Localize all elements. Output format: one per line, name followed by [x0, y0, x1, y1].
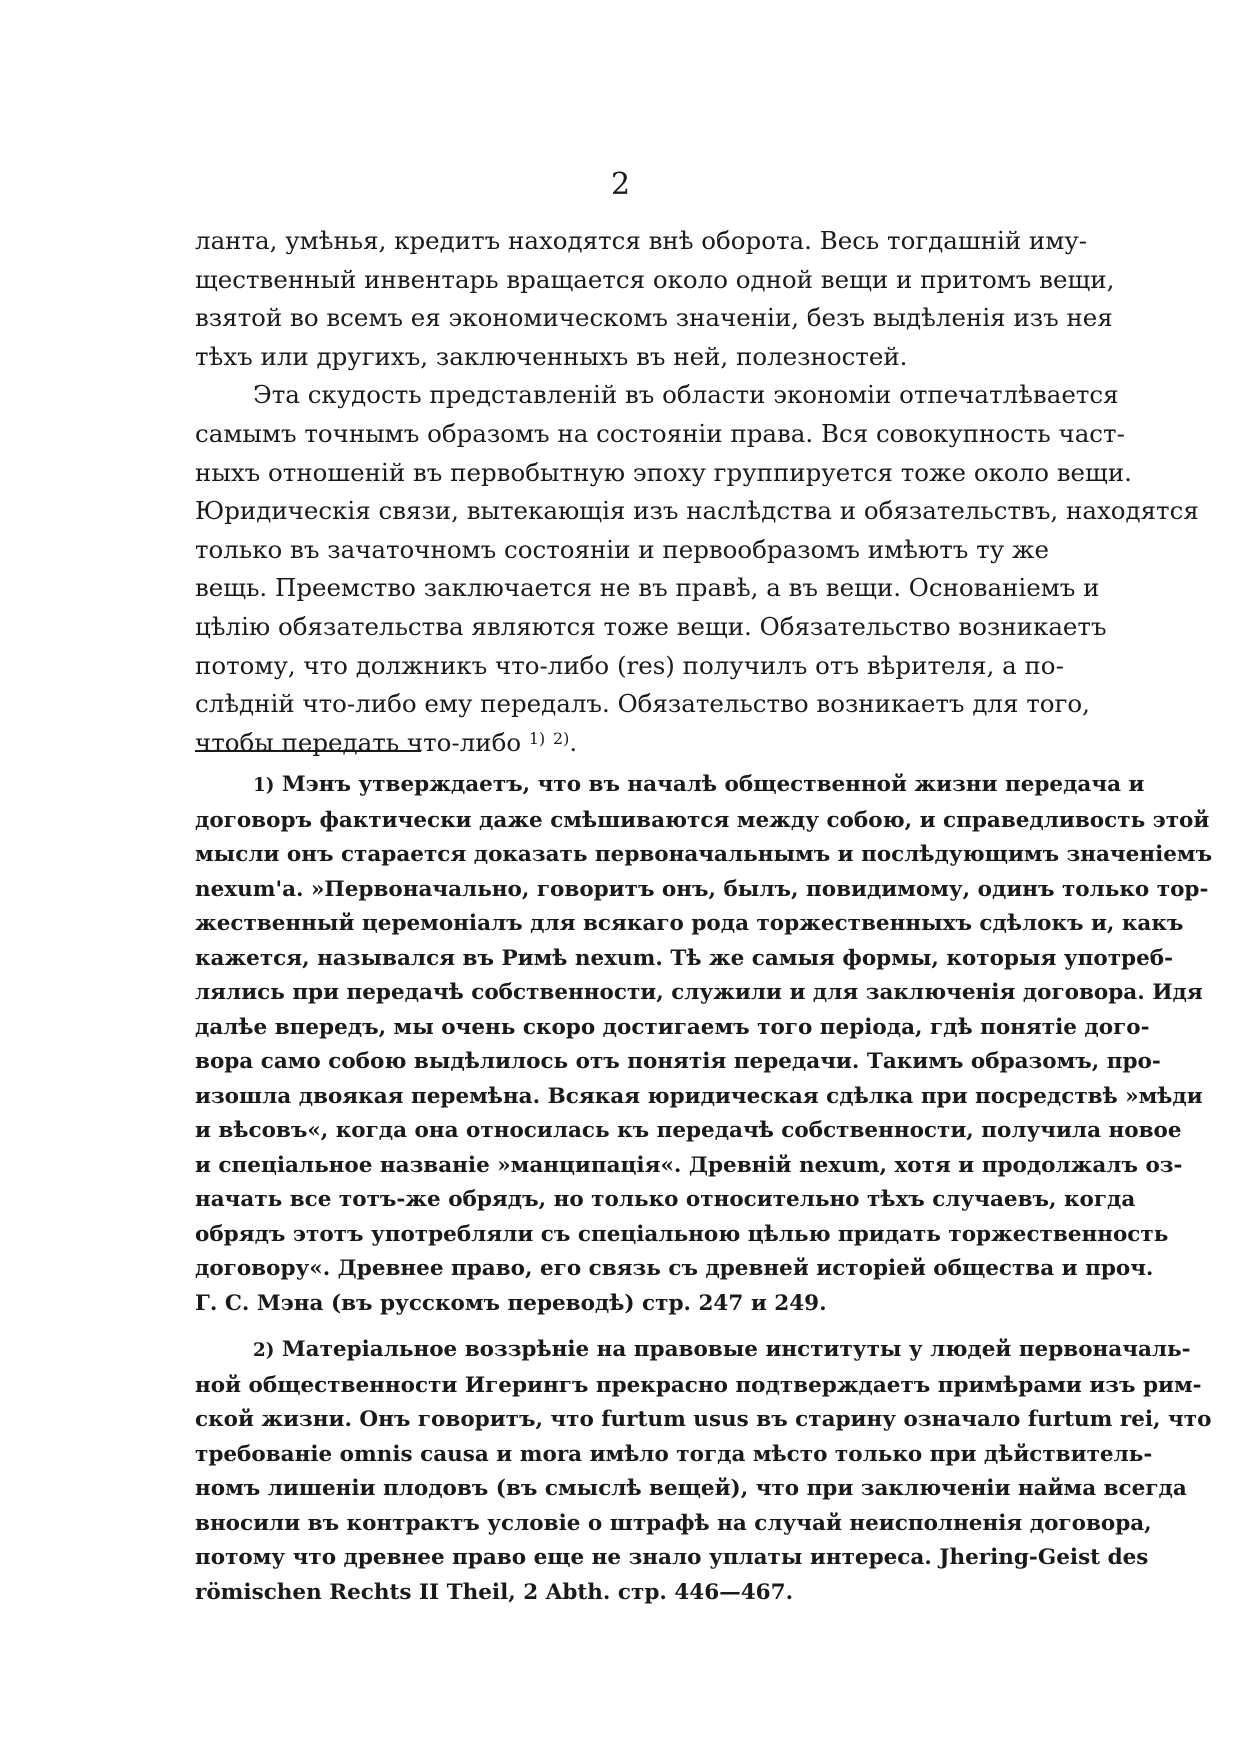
footnote-separator: [195, 750, 421, 752]
text-line: слѣдній что-либо ему передалъ. Обязательство возникаетъ для того,: [195, 689, 1090, 719]
text-line: вещь. Преемство заключается не въ правѣ, а въ вещи. Основаніемъ и: [195, 573, 1100, 603]
footnote-ref-1[interactable]: 1): [528, 728, 546, 748]
text-line: только въ зачаточномъ состояніи и первообразомъ имѣютъ ту же: [195, 534, 1049, 564]
text-line: взятой во всемъ ея экономическомъ значеніи, безъ выдѣленія изъ нея: [195, 303, 1113, 333]
main-text: [195, 222, 1199, 762]
page-number: 2: [610, 167, 631, 202]
footnote-line: обрядъ этотъ употребляли съ спеціальною цѣлью придать торжественность: [195, 1221, 1169, 1247]
footnote-line: мысли онъ старается доказать первоначальнымъ и послѣдующимъ значеніемъ: [195, 842, 1213, 867]
footnote-line: Г. С. Мэна (въ русскомъ переводѣ) стр. 247 и 249.: [195, 1290, 827, 1316]
footnote-marker: 1): [253, 775, 275, 796]
text-line: потому, что должникъ что-либо (res) получилъ отъ вѣрителя, а по-: [195, 650, 1064, 680]
footnote-line: лялись при передачѣ собственности, служили и для заключенія договора. Идя: [195, 980, 1203, 1005]
footnote-line: [195, 768, 1145, 804]
footnote-line: далѣе впередъ, мы очень скоро достигаемъ того періода, гдѣ понятіе дого-: [195, 1014, 1150, 1040]
footnote-line: и вѣсовъ«, когда она относилась къ передачѣ собственности, получила новое: [195, 1118, 1182, 1143]
paragraph-2: [195, 376, 1199, 762]
text-fragment: .: [569, 727, 578, 757]
footnote-marker: 2): [253, 1340, 275, 1361]
footnotes: [195, 768, 1213, 1610]
footnote-line: номъ лишеніи плодовъ (въ смыслѣ вещей), что при заключеніи найма всегда: [195, 1476, 1187, 1501]
footnote-line: вносили въ контрактъ условіе о штрафѣ на случай неисполненія договора,: [195, 1510, 1152, 1536]
text-line: ныхъ отношеній въ первобытную эпоху группируется тоже около вещи.: [195, 457, 1132, 487]
footnote-line: потому что древнее право еще не знало уплаты интереса. Jhering-Geist des: [195, 1545, 1149, 1570]
footnote-gap: [195, 1321, 1045, 1333]
footnote-line: nexum'а. »Первоначально, говоритъ онъ, былъ, повидимому, одинъ только тор-: [195, 876, 1209, 902]
footnote-line: ной общественности Игерингъ прекрасно подтверждаетъ примѣрами изъ рим-: [195, 1372, 1202, 1398]
footnote-text: Матеріальное воззрѣніе на правовые институты у людей первоначаль-: [281, 1337, 1191, 1362]
text-line: Эта скудость представленій въ области экономіи отпечатлѣвается: [253, 380, 1119, 410]
footnote-line: договоръ фактически даже смѣшиваются между собою, и справедливость этой: [195, 807, 1210, 833]
footnote-line: [195, 1333, 1191, 1369]
text-line-last: [195, 724, 1045, 763]
footnote-line: кажется, назывался въ Римѣ nexum. Тѣ же самыя формы, которыя употреб-: [195, 945, 1174, 971]
paragraph-1: [195, 222, 1115, 376]
text-line: цѣлію обязательства являются тоже вещи. Обязательство возникаетъ: [195, 611, 1107, 641]
footnote-line: и спеціальное названіе »манципація«. Древній nexum, хотя и продолжалъ оз-: [195, 1152, 1183, 1178]
footnote-text: Мэнъ утверждаетъ, что въ началѣ общественной жизни передача и: [281, 772, 1145, 797]
text-line: ланта, умѣнья, кредитъ находятся внѣ оборота. Весь тогдашній иму-: [195, 226, 1088, 255]
text-line: самымъ точнымъ образомъ на состояніи права. Вся совокупность част-: [195, 418, 1125, 448]
footnote-line: начать все тотъ-же обрядъ, но только относительно тѣхъ случаевъ, когда: [195, 1187, 1136, 1212]
footnote-1: [195, 768, 1213, 1321]
text-line: Юридическія связи, вытекающія изъ наслѣдства и обязательствъ, находятся: [195, 496, 1199, 526]
footnote-2: [195, 1333, 1212, 1610]
footnote-line: ской жизни. Онъ говоритъ, что furtum usus въ старину означало furtum rei, что: [195, 1407, 1212, 1432]
footnote-ref-2[interactable]: 2): [553, 728, 570, 748]
text-fragment: чтобы передать что-либо: [195, 727, 522, 757]
footnote-line: изошла двоякая перемѣна. Всякая юридическая сдѣлка при посредствѣ »мѣди: [195, 1083, 1203, 1109]
footnote-line: договору«. Древнее право, его связь съ древней исторіей общества и проч.: [195, 1256, 1154, 1281]
text-line: тѣхъ или другихъ, заключенныхъ въ ней, полезностей.: [195, 341, 908, 371]
footnote-line: жественный церемоніалъ для всякаго рода торжественныхъ сдѣлокъ и, какъ: [195, 911, 1184, 936]
text-line: щественный инвентарь вращается около одной вещи и притомъ вещи,: [195, 264, 1115, 294]
footnote-line: требованіе omnis causa и mora имѣло тогда мѣсто только при дѣйствитель-: [195, 1441, 1153, 1467]
footnote-line: вора само собою выдѣлилось отъ понятія передачи. Такимъ образомъ, про-: [195, 1049, 1161, 1074]
footnote-line: römischen Rechts II Theil, 2 Abth. стр. 446—467.: [195, 1579, 794, 1605]
